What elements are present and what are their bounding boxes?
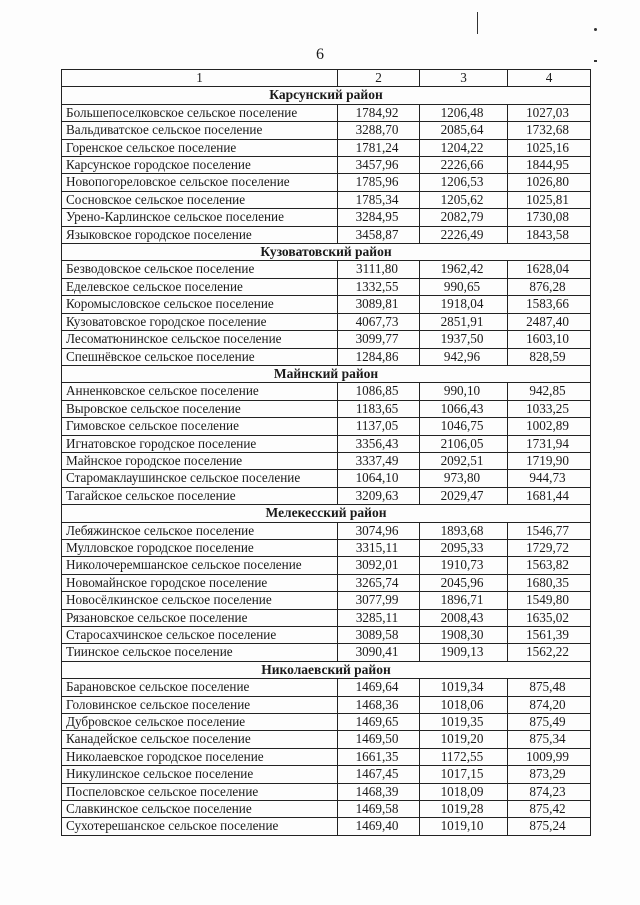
column-header-1: 1 — [62, 70, 338, 87]
value-cell-col3: 1018,06 — [420, 696, 508, 713]
table-row — [62, 783, 591, 800]
value-cell-col3: 2851,91 — [420, 313, 508, 330]
value-cell-col2: 1661,35 — [338, 748, 420, 765]
value-cell-col3: 1017,15 — [420, 766, 508, 783]
value-cell-col3: 2085,64 — [420, 122, 508, 139]
value-cell-col4: 875,34 — [508, 731, 591, 748]
value-cell-col3: 1019,35 — [420, 714, 508, 731]
settlement-name-cell: Выровское сельское поселение — [62, 400, 338, 417]
table-row — [62, 418, 591, 435]
value-cell-col2: 1469,40 — [338, 818, 420, 835]
table-row — [62, 122, 591, 139]
district-name: Мелекесский район — [62, 505, 591, 522]
value-cell-col3: 2226,66 — [420, 157, 508, 174]
value-cell-col2: 3284,95 — [338, 209, 420, 226]
settlement-name-cell: Коромысловское сельское поселение — [62, 296, 338, 313]
value-cell-col2: 3090,41 — [338, 644, 420, 661]
value-cell-col4: 875,24 — [508, 818, 591, 835]
district-name: Карсунский район — [62, 87, 591, 104]
value-cell-col4: 1628,04 — [508, 261, 591, 278]
value-cell-col2: 3089,58 — [338, 627, 420, 644]
value-cell-col4: 873,29 — [508, 766, 591, 783]
value-cell-col3: 1046,75 — [420, 418, 508, 435]
value-cell-col3: 1908,30 — [420, 627, 508, 644]
page-number: 6 — [316, 46, 324, 63]
value-cell-col3: 2095,33 — [420, 539, 508, 556]
table-row — [62, 139, 591, 156]
table-row — [62, 557, 591, 574]
settlement-name-cell: Анненковское сельское поселение — [62, 383, 338, 400]
value-cell-col4: 876,28 — [508, 278, 591, 295]
district-header-row — [62, 505, 591, 522]
value-cell-col4: 1729,72 — [508, 539, 591, 556]
column-header-2: 2 — [338, 70, 420, 87]
settlement-name-cell: Урено-Карлинское сельское поселение — [62, 209, 338, 226]
settlement-name-cell: Вальдиватское сельское поселение — [62, 122, 338, 139]
table-row — [62, 609, 591, 626]
scan-artifact-dash — [594, 60, 597, 62]
value-cell-col4: 874,23 — [508, 783, 591, 800]
value-cell-col4: 1561,39 — [508, 627, 591, 644]
tariff-table — [61, 69, 591, 836]
value-cell-col3: 2226,49 — [420, 226, 508, 243]
scan-artifact-line — [477, 12, 478, 34]
table-row — [62, 801, 591, 818]
value-cell-col2: 1468,39 — [338, 783, 420, 800]
value-cell-col3: 1019,28 — [420, 801, 508, 818]
table-row — [62, 644, 591, 661]
table-row — [62, 261, 591, 278]
value-cell-col3: 1918,04 — [420, 296, 508, 313]
value-cell-col4: 1583,66 — [508, 296, 591, 313]
value-cell-col4: 875,49 — [508, 714, 591, 731]
value-cell-col4: 1843,58 — [508, 226, 591, 243]
settlement-name-cell: Николаевское городское поселение — [62, 748, 338, 765]
value-cell-col2: 3356,43 — [338, 435, 420, 452]
settlement-name-cell: Мулловское городское поселение — [62, 539, 338, 556]
table-body — [62, 87, 591, 835]
value-cell-col3: 973,80 — [420, 470, 508, 487]
value-cell-col4: 1026,80 — [508, 174, 591, 191]
settlement-name-cell: Канадейское сельское поселение — [62, 731, 338, 748]
value-cell-col2: 1468,36 — [338, 696, 420, 713]
value-cell-col4: 2487,40 — [508, 313, 591, 330]
value-cell-col2: 3315,11 — [338, 539, 420, 556]
settlement-name-cell: Барановское сельское поселение — [62, 679, 338, 696]
value-cell-col4: 1002,89 — [508, 418, 591, 435]
table-row — [62, 278, 591, 295]
settlement-name-cell: Головинское сельское поселение — [62, 696, 338, 713]
value-cell-col2: 3457,96 — [338, 157, 420, 174]
value-cell-col2: 4067,73 — [338, 313, 420, 330]
district-header-row — [62, 365, 591, 382]
value-cell-col2: 1137,05 — [338, 418, 420, 435]
settlement-name-cell: Николочеремшанское сельское поселение — [62, 557, 338, 574]
table-row — [62, 400, 591, 417]
value-cell-col3: 990,65 — [420, 278, 508, 295]
district-header-row — [62, 87, 591, 104]
table-row — [62, 331, 591, 348]
value-cell-col4: 1635,02 — [508, 609, 591, 626]
table-row — [62, 487, 591, 504]
value-cell-col4: 1025,16 — [508, 139, 591, 156]
table-row — [62, 696, 591, 713]
value-cell-col2: 1284,86 — [338, 348, 420, 365]
value-cell-col2: 3458,87 — [338, 226, 420, 243]
value-cell-col3: 1019,10 — [420, 818, 508, 835]
value-cell-col3: 1018,09 — [420, 783, 508, 800]
table-row — [62, 627, 591, 644]
value-cell-col2: 3285,11 — [338, 609, 420, 626]
value-cell-col2: 1469,65 — [338, 714, 420, 731]
value-cell-col2: 1469,58 — [338, 801, 420, 818]
value-cell-col3: 1206,53 — [420, 174, 508, 191]
value-cell-col3: 1066,43 — [420, 400, 508, 417]
table-row — [62, 714, 591, 731]
value-cell-col4: 1844,95 — [508, 157, 591, 174]
value-cell-col3: 1962,42 — [420, 261, 508, 278]
value-cell-col2: 1086,85 — [338, 383, 420, 400]
value-cell-col4: 1680,35 — [508, 574, 591, 591]
settlement-name-cell: Кузоватовское городское поселение — [62, 313, 338, 330]
value-cell-col3: 1019,34 — [420, 679, 508, 696]
district-name: Майнский район — [62, 365, 591, 382]
settlement-name-cell: Тиинское сельское поселение — [62, 644, 338, 661]
value-cell-col3: 942,96 — [420, 348, 508, 365]
settlement-name-cell: Лесоматюнинское сельское поселение — [62, 331, 338, 348]
value-cell-col4: 1033,25 — [508, 400, 591, 417]
table-row — [62, 174, 591, 191]
table-row — [62, 679, 591, 696]
table-row — [62, 104, 591, 121]
value-cell-col3: 2092,51 — [420, 452, 508, 469]
table-row — [62, 348, 591, 365]
settlement-name-cell: Майнское городское поселение — [62, 452, 338, 469]
value-cell-col3: 2029,47 — [420, 487, 508, 504]
value-cell-col4: 942,85 — [508, 383, 591, 400]
settlement-name-cell: Новомайнское городское поселение — [62, 574, 338, 591]
settlement-name-cell: Гимовское сельское поселение — [62, 418, 338, 435]
table-row — [62, 748, 591, 765]
value-cell-col4: 1025,81 — [508, 191, 591, 208]
value-cell-col3: 1206,48 — [420, 104, 508, 121]
value-cell-col4: 1719,90 — [508, 452, 591, 469]
settlement-name-cell: Никулинское сельское поселение — [62, 766, 338, 783]
value-cell-col2: 3288,70 — [338, 122, 420, 139]
settlement-name-cell: Старомаклаушинское сельское поселение — [62, 470, 338, 487]
settlement-name-cell: Сухотерешанское сельское поселение — [62, 818, 338, 835]
value-cell-col3: 1937,50 — [420, 331, 508, 348]
value-cell-col4: 1681,44 — [508, 487, 591, 504]
value-cell-col4: 828,59 — [508, 348, 591, 365]
settlement-name-cell: Спешнёвское сельское поселение — [62, 348, 338, 365]
value-cell-col4: 874,20 — [508, 696, 591, 713]
value-cell-col3: 1205,62 — [420, 191, 508, 208]
district-name: Кузоватовский район — [62, 244, 591, 261]
settlement-name-cell: Языковское городское поселение — [62, 226, 338, 243]
value-cell-col4: 875,48 — [508, 679, 591, 696]
value-cell-col4: 1731,94 — [508, 435, 591, 452]
settlement-name-cell: Поспеловское сельское поселение — [62, 783, 338, 800]
column-header-4: 4 — [508, 70, 591, 87]
settlement-name-cell: Новосёлкинское сельское поселение — [62, 592, 338, 609]
value-cell-col2: 1469,50 — [338, 731, 420, 748]
value-cell-col3: 2106,05 — [420, 435, 508, 452]
settlement-name-cell: Карсунское городское поселение — [62, 157, 338, 174]
table-row — [62, 574, 591, 591]
table-row — [62, 435, 591, 452]
value-cell-col3: 1893,68 — [420, 522, 508, 539]
settlement-name-cell: Еделевское сельское поселение — [62, 278, 338, 295]
value-cell-col4: 944,73 — [508, 470, 591, 487]
settlement-name-cell: Сосновское сельское поселение — [62, 191, 338, 208]
table-row — [62, 766, 591, 783]
value-cell-col2: 1183,65 — [338, 400, 420, 417]
settlement-name-cell: Дубровское сельское поселение — [62, 714, 338, 731]
value-cell-col2: 1784,92 — [338, 104, 420, 121]
settlement-name-cell: Игнатовское городское поселение — [62, 435, 338, 452]
value-cell-col2: 3099,77 — [338, 331, 420, 348]
column-header-3: 3 — [420, 70, 508, 87]
value-cell-col4: 1549,80 — [508, 592, 591, 609]
value-cell-col4: 1732,68 — [508, 122, 591, 139]
value-cell-col4: 1009,99 — [508, 748, 591, 765]
district-name: Николаевский район — [62, 661, 591, 678]
settlement-name-cell: Лебяжинское сельское поселение — [62, 522, 338, 539]
value-cell-col3: 1896,71 — [420, 592, 508, 609]
table-row — [62, 226, 591, 243]
table-row — [62, 313, 591, 330]
value-cell-col2: 1469,64 — [338, 679, 420, 696]
settlement-name-cell: Рязановское сельское поселение — [62, 609, 338, 626]
table-row — [62, 539, 591, 556]
table-row — [62, 157, 591, 174]
value-cell-col2: 1781,24 — [338, 139, 420, 156]
value-cell-col2: 1332,55 — [338, 278, 420, 295]
table-row — [62, 452, 591, 469]
value-cell-col3: 1019,20 — [420, 731, 508, 748]
settlement-name-cell: Безводовское сельское поселение — [62, 261, 338, 278]
value-cell-col2: 3092,01 — [338, 557, 420, 574]
value-cell-col2: 3265,74 — [338, 574, 420, 591]
value-cell-col2: 3074,96 — [338, 522, 420, 539]
settlement-name-cell: Новопогореловское сельское поселение — [62, 174, 338, 191]
value-cell-col3: 2008,43 — [420, 609, 508, 626]
value-cell-col3: 1910,73 — [420, 557, 508, 574]
value-cell-col2: 1785,34 — [338, 191, 420, 208]
value-cell-col4: 1546,77 — [508, 522, 591, 539]
value-cell-col4: 1027,03 — [508, 104, 591, 121]
value-cell-col2: 3089,81 — [338, 296, 420, 313]
value-cell-col2: 3337,49 — [338, 452, 420, 469]
settlement-name-cell: Старосахчинское сельское поселение — [62, 627, 338, 644]
value-cell-col3: 1172,55 — [420, 748, 508, 765]
district-header-row — [62, 244, 591, 261]
settlement-name-cell: Большепоселковское сельское поселение — [62, 104, 338, 121]
table-row — [62, 818, 591, 835]
value-cell-col3: 990,10 — [420, 383, 508, 400]
value-cell-col2: 1467,45 — [338, 766, 420, 783]
district-header-row — [62, 661, 591, 678]
settlement-name-cell: Горенское сельское поселение — [62, 139, 338, 156]
value-cell-col3: 2082,79 — [420, 209, 508, 226]
table-row — [62, 383, 591, 400]
table-row — [62, 296, 591, 313]
table-row — [62, 522, 591, 539]
column-number-row — [62, 70, 591, 87]
value-cell-col4: 1730,08 — [508, 209, 591, 226]
value-cell-col3: 2045,96 — [420, 574, 508, 591]
settlement-name-cell: Тагайское сельское поселение — [62, 487, 338, 504]
table-row — [62, 209, 591, 226]
value-cell-col2: 1064,10 — [338, 470, 420, 487]
table-row — [62, 470, 591, 487]
scan-artifact-dot — [594, 28, 597, 31]
value-cell-col2: 3111,80 — [338, 261, 420, 278]
settlement-name-cell: Славкинское сельское поселение — [62, 801, 338, 818]
value-cell-col3: 1204,22 — [420, 139, 508, 156]
table-row — [62, 191, 591, 208]
value-cell-col2: 1785,96 — [338, 174, 420, 191]
value-cell-col2: 3077,99 — [338, 592, 420, 609]
value-cell-col2: 3209,63 — [338, 487, 420, 504]
table-row — [62, 592, 591, 609]
value-cell-col4: 1562,22 — [508, 644, 591, 661]
value-cell-col4: 1563,82 — [508, 557, 591, 574]
value-cell-col3: 1909,13 — [420, 644, 508, 661]
table-row — [62, 731, 591, 748]
value-cell-col4: 1603,10 — [508, 331, 591, 348]
value-cell-col4: 875,42 — [508, 801, 591, 818]
